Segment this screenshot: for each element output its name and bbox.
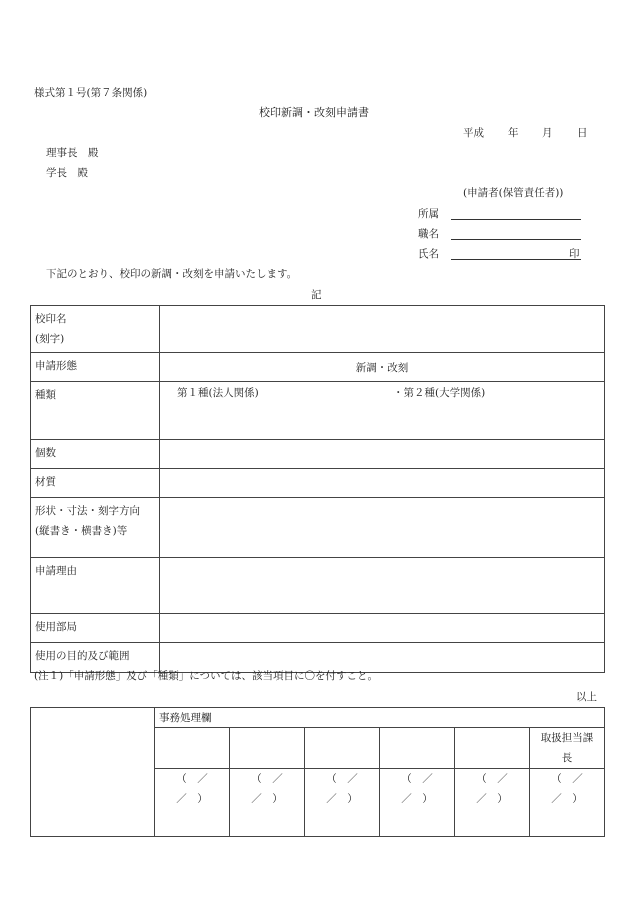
table-row [31, 440, 605, 469]
application-table [30, 305, 605, 673]
date-close: ／ ） [326, 793, 358, 805]
purpose-cell[interactable] [160, 643, 605, 673]
material-cell[interactable] [160, 469, 605, 498]
table-row [31, 498, 605, 558]
row-label-purpose: 使用の目的及び範囲 [31, 643, 160, 673]
seal-mark: 印 [569, 248, 580, 260]
date-era: 平成 [463, 127, 484, 139]
office-date-5[interactable] [455, 769, 530, 837]
office-col-3[interactable] [305, 728, 380, 769]
addressee-chairman: 理事長 殿 [46, 147, 99, 159]
shape-cell[interactable] [160, 498, 605, 558]
ki-mark: 記 [311, 289, 322, 301]
date-close: ／ ） [251, 793, 283, 805]
office-date-2[interactable] [230, 769, 305, 837]
table-row [31, 353, 605, 382]
note-text: (注１)「申請形態」及び「種類」については、該当項目に〇を付すこと。 [34, 670, 378, 682]
row-label-department: 使用部局 [31, 614, 160, 643]
position-field[interactable] [451, 239, 581, 240]
seal-name-cell[interactable] [160, 306, 605, 353]
row-label-material: 材質 [31, 469, 160, 498]
office-left-cell [31, 708, 155, 837]
table-row [31, 643, 605, 673]
office-date-4[interactable] [380, 769, 455, 837]
date-open: （ ／ [326, 773, 358, 785]
row-label-quantity: 個数 [31, 440, 160, 469]
name-field[interactable] [451, 259, 581, 260]
reason-cell[interactable] [160, 558, 605, 614]
office-title: 事務処理欄 [155, 708, 605, 728]
office-col-4[interactable] [380, 728, 455, 769]
office-table [30, 707, 605, 837]
office-col-1[interactable] [155, 728, 230, 769]
office-col-2[interactable] [230, 728, 305, 769]
date-open: （ ／ [551, 773, 583, 785]
date-year: 年 [508, 127, 519, 139]
kind-option-2[interactable]: ・第２種(大学関係) [393, 387, 486, 399]
table-row [31, 558, 605, 614]
date-open: （ ／ [251, 773, 283, 785]
office-col-6: 取扱担当課 長 [530, 728, 605, 769]
office-date-1[interactable] [155, 769, 230, 837]
date-day: 日 [577, 127, 588, 139]
application-type-cell[interactable]: 新調・改刻 [160, 353, 605, 382]
row-label-reason: 申請理由 [31, 558, 160, 614]
row-label-kind: 種類 [31, 382, 160, 440]
table-row [31, 306, 605, 353]
table-row [31, 708, 605, 728]
date-close: ／ ） [176, 793, 208, 805]
closing-text: 以上 [576, 691, 597, 703]
office-date-3[interactable] [305, 769, 380, 837]
table-row [31, 382, 605, 440]
row-label-shape: 形状・寸法・刻字方向 (縦書き・横書き)等 [31, 498, 160, 558]
kind-cell[interactable] [160, 382, 605, 440]
table-row [31, 469, 605, 498]
affiliation-field[interactable] [451, 219, 581, 220]
table-row [31, 614, 605, 643]
department-cell[interactable] [160, 614, 605, 643]
addressee-president: 学長 殿 [46, 167, 88, 179]
date-close: ／ ） [401, 793, 433, 805]
affiliation-label: 所属 [418, 208, 439, 220]
office-col-5[interactable] [455, 728, 530, 769]
name-label: 氏名 [418, 248, 439, 260]
applicant-heading: (申請者(保管責任者)) [463, 187, 564, 199]
kind-option-1[interactable]: 第１種(法人関係) [177, 387, 259, 399]
page-title: 校印新調・改刻申請書 [259, 106, 369, 119]
row-label-seal-name: 校印名 (刻字) [31, 306, 160, 353]
position-label: 職名 [418, 228, 439, 240]
form-number: 様式第１号(第７条関係) [34, 87, 148, 99]
date-close: ／ ） [476, 793, 508, 805]
row-label-application-type: 申請形態 [31, 353, 160, 382]
date-month: 月 [542, 127, 553, 139]
date-close: ／ ） [551, 793, 583, 805]
quantity-cell[interactable] [160, 440, 605, 469]
office-date-6[interactable] [530, 769, 605, 837]
intro-text: 下記のとおり、校印の新調・改刻を申請いたします。 [46, 268, 298, 280]
date-open: （ ／ [476, 773, 508, 785]
date-open: （ ／ [176, 773, 208, 785]
date-open: （ ／ [401, 773, 433, 785]
